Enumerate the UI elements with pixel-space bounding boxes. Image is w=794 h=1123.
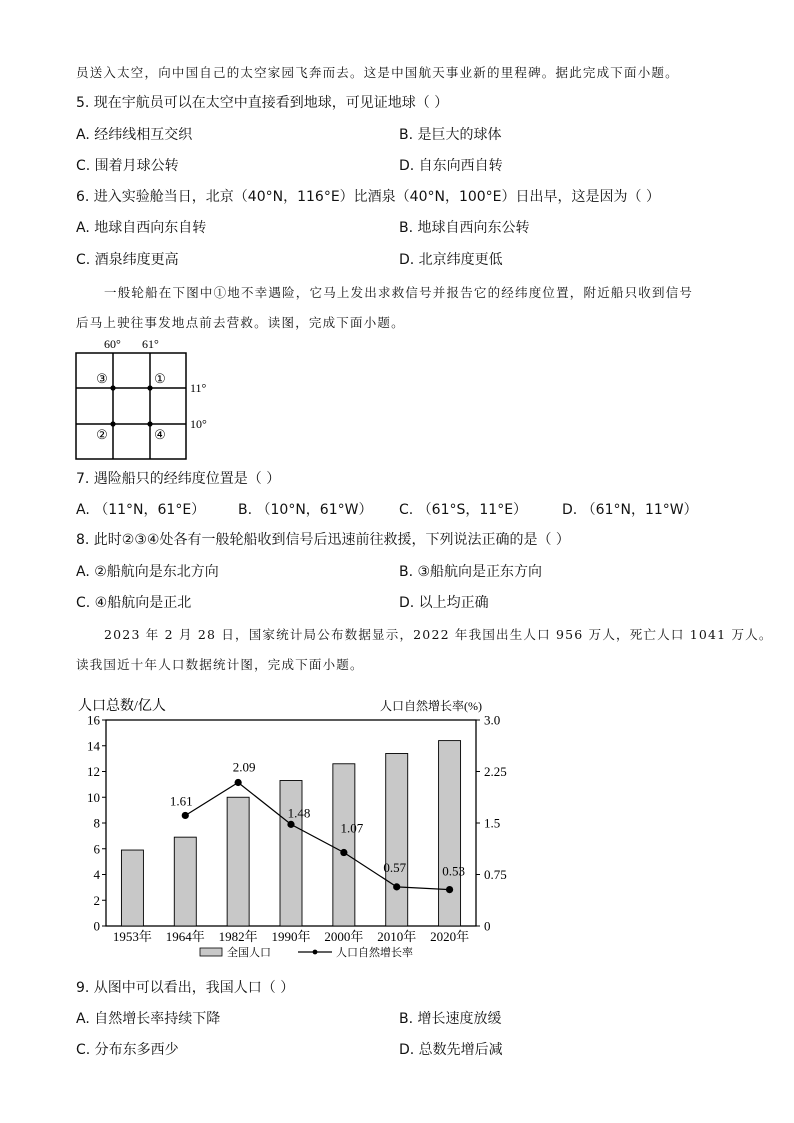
growth-rate-point: [287, 821, 294, 828]
y-axis-left-title: 人口总数/亿人: [78, 699, 166, 714]
x-tick-label: 1982年: [218, 929, 258, 944]
population-bar: [439, 741, 461, 926]
lat-label-11: 11°: [190, 381, 207, 395]
point-label-1: ①: [154, 371, 166, 386]
y-left-tick-label: 0: [93, 918, 100, 934]
q8-stem: 8. 此时②③④处各有一般轮船收到信号后迅速前往救援，下列说法正确的是（ ）: [76, 532, 570, 548]
q8-option-a[interactable]: A. ②船航向是东北方向: [76, 564, 219, 580]
point-label-3: ③: [96, 371, 108, 386]
population-bar: [333, 764, 355, 926]
y-left-tick-label: 14: [87, 738, 100, 754]
q5-option-a[interactable]: A. 经纬线相互交织: [76, 127, 193, 143]
q7-option-a[interactable]: A. （11°N，61°E）: [76, 502, 206, 518]
legend-line-marker: [313, 950, 318, 955]
point-label-4: ④: [154, 427, 166, 442]
y-right-tick-label: 0: [484, 918, 491, 934]
q9-stem: 9. 从图中可以看出，我国人口（ ）: [76, 980, 295, 996]
grid-point-3: [110, 385, 115, 390]
lat-lon-grid-map: [70, 335, 230, 465]
x-tick-label: 2000年: [324, 929, 364, 944]
growth-rate-label: 2.09: [232, 759, 256, 775]
growth-rate-label: 0.57: [383, 859, 407, 875]
y-left-tick-label: 2: [93, 892, 100, 908]
growth-rate-label: 1.48: [287, 805, 311, 821]
q7-stem: 7. 遇险船只的经纬度位置是（ ）: [76, 471, 281, 487]
passage-ship-line2: 后马上驶往事发地点前去营救。读图，完成下面小题。: [76, 315, 405, 330]
legend-line-label: 人口自然增长率: [336, 947, 413, 959]
legend-bar-label: 全国人口: [227, 947, 271, 959]
growth-rate-label: 1.07: [340, 820, 364, 836]
lat-label-10: 10°: [190, 417, 207, 431]
q7-option-d[interactable]: D. （61°N，11°W）: [562, 502, 698, 518]
q5-option-d[interactable]: D. 自东向西自转: [399, 158, 503, 174]
q7-option-b[interactable]: B. （10°N，61°W）: [238, 502, 373, 518]
q5-stem: 5. 现在宇航员可以在太空中直接看到地球，可见证地球（ ）: [76, 95, 449, 111]
y-left-tick-label: 4: [93, 867, 100, 882]
grid-point-4: [147, 421, 152, 426]
q6-option-a[interactable]: A. 地球自西向东自转: [76, 220, 207, 236]
y-right-tick-label: 3.0: [484, 712, 501, 728]
population-bar: [174, 837, 196, 926]
x-tick-label: 2020年: [430, 929, 470, 944]
growth-rate-line: [185, 782, 449, 889]
growth-rate-label: 1.61: [169, 793, 193, 809]
y-left-tick-label: 8: [93, 815, 100, 831]
population-chart: [70, 690, 530, 965]
q9-option-d[interactable]: D. 总数先增后减: [399, 1042, 503, 1058]
point-label-2: ②: [96, 427, 108, 442]
passage-ship-line1: 一般轮船在下图中①地不幸遇险，它马上发出求救信号并报告它的经纬度位置，附近船只收到信号: [104, 285, 694, 300]
grid-point-2: [110, 421, 115, 426]
lon-label-60: 60°: [104, 337, 121, 351]
growth-rate-label: 0.53: [442, 863, 465, 879]
x-tick-label: 1953年: [112, 929, 152, 944]
population-bar: [386, 753, 408, 926]
q5-option-c[interactable]: C. 围着月球公转: [76, 158, 179, 174]
q6-option-d[interactable]: D. 北京纬度更低: [399, 252, 503, 268]
legend-bar-swatch: [200, 948, 222, 956]
x-tick-label: 1990年: [271, 929, 311, 944]
y-left-tick-label: 6: [93, 841, 100, 857]
grid-point-1: [147, 385, 152, 390]
passage-population-line2: 读我国近十年人口数据统计图，完成下面小题。: [76, 657, 364, 672]
passage-population-line1: 2023 年 2 月 28 日，国家统计局公布数据显示，2022 年我国出生人口 956 万人，死亡人口 1041 万人。: [104, 627, 773, 642]
y-left-tick-label: 12: [87, 764, 100, 779]
q9-option-c[interactable]: C. 分布东多西少: [76, 1042, 179, 1058]
q9-option-a[interactable]: A. 自然增长率持续下降: [76, 1011, 221, 1027]
q9-option-b[interactable]: B. 增长速度放缓: [399, 1011, 502, 1027]
growth-rate-point: [182, 812, 189, 819]
passage-intro-tail: 员送入太空，向中国自己的太空家园飞奔而去。这是中国航天事业新的里程碑。据此完成下面小题。: [76, 65, 679, 80]
growth-rate-point: [446, 886, 453, 893]
population-bar: [280, 781, 302, 926]
q6-option-c[interactable]: C. 酒泉纬度更高: [76, 252, 179, 268]
y-right-tick-label: 2.25: [484, 764, 507, 779]
x-tick-label: 2010年: [377, 929, 417, 944]
growth-rate-point: [340, 849, 347, 856]
q8-option-d[interactable]: D. 以上均正确: [399, 595, 489, 611]
q5-option-b[interactable]: B. 是巨大的球体: [399, 127, 502, 143]
growth-rate-point: [235, 779, 242, 786]
x-tick-label: 1964年: [165, 929, 205, 944]
y-right-tick-label: 1.5: [484, 815, 501, 831]
q7-option-c[interactable]: C. （61°S，11°E）: [399, 502, 528, 518]
q6-stem: 6. 进入实验舱当日，北京（40°N，116°E）比酒泉（40°N，100°E）日出早，这是因为（ ）: [76, 189, 660, 205]
y-left-tick-label: 10: [87, 789, 100, 805]
growth-rate-point: [393, 883, 400, 890]
y-axis-right-title: 人口自然增长率(%): [380, 699, 482, 713]
q8-option-b[interactable]: B. ③船航向是正东方向: [399, 564, 543, 580]
population-bar: [227, 797, 249, 926]
lon-label-61: 61°: [142, 337, 159, 351]
y-left-tick-label: 16: [87, 712, 100, 728]
y-right-tick-label: 0.75: [484, 867, 507, 882]
q6-option-b[interactable]: B. 地球自西向东公转: [399, 220, 530, 236]
q8-option-c[interactable]: C. ④船航向是正北: [76, 595, 192, 611]
population-bar: [121, 850, 143, 926]
